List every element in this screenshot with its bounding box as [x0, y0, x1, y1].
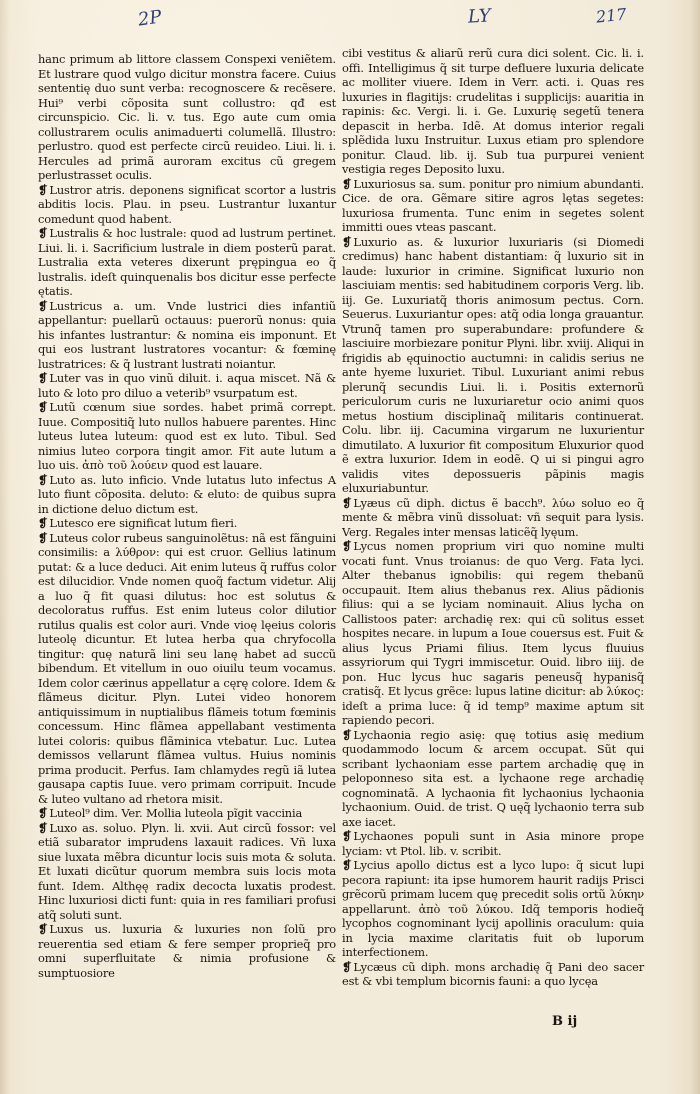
entry-text: Luto as. luto inficio. Vnde lutatus luto infectus A luto fiunt cõposita. deluto: & eluto: de quibus supra in dictione deluo dictum est.	[38, 472, 336, 516]
dictionary-entry	[342, 235, 644, 496]
folio-number: 217	[595, 4, 628, 27]
entry-text: cibi vestitus & aliarũ rerũ cura dici solent. Cic. li. i. offi. Intelligimus q̃ sit turpe defluere luxuria delicate ac molliter viuere. Idem in Verr. acti. i. Quas res luxuries in flagitijs: crudelitas i supplicijs: auaritia in rapinis: &c. Vergi. li. i. Ge. Luxurię segetũ tenera depascit in herba. Idẽ. At domus interior regali splẽdida luxu Instruitur. Luxus etiam pro splendore ponitur. Claud. lib. ij. Sub tua purpurei venient vestigia reges Deposito luxu.	[342, 46, 644, 176]
entry-text: Lycæus cũ diph. mons archadię q̃ Pani deo sacer est & vbi templum bicornis fauni: a quo lycęa	[342, 959, 644, 988]
entry-text: Lychaonia regio asię: quę totius asię medium quodammodo locum & arcem occupat. Sũt qui scribant lychaoniam esse partem archadię quę in peloponneso sita est. a lychaone rege archadię cognominatã. A lychaonia fit lychaonius lychaonia lychaonium. Ouid. de trist. Q uęq̃ lychaonio terra sub axe iacet.	[342, 727, 644, 829]
entry-text: Luxo as. soluo. Plyn. li. xvii. Aut circũ fossor: vel etiã subarator imprudens laxauit radices. Vñ luxa siue luxata mẽbra dicuntur locis suis mota & soluta. Et luxati dicũtur quorum membra suis locis mota funt. Idem. Althęę radix decocta luxatis prodest. Hinc luxuriosi dicti funt: quia in res familiari profusi atq̃ soluti sunt.	[38, 820, 336, 922]
pilcrow-icon: ❡	[38, 298, 48, 313]
right-text-column	[342, 46, 644, 989]
entry-text: Luxuriosus sa. sum. ponitur pro nimium abundanti. Cice. de ora. Gẽmare sitire agros lętas segetes: luxuriosa frumenta. Tunc enim in segetes solent immitti oues vteas pascant.	[342, 176, 644, 234]
dictionary-entry	[342, 177, 644, 235]
dictionary-entry	[342, 858, 644, 960]
pilcrow-icon: ❡	[38, 530, 48, 545]
dictionary-entry	[38, 473, 336, 517]
entry-text: Lyæus cũ diph. dictus ẽ bacch⁹. λύω soluo eo q̃ mente & mẽbra vinũ dissoluat: vñ sequit para lysis. Verg. Regales inter mensas laticẽq̃ lyęum.	[342, 495, 644, 539]
entry-text: hanc primum ab littore classem Conspexi veniẽtem. Et lustrare quod vulgo dicitur monstra facere. Cuius sententię duo sunt verba: recognoscere & recẽsere. Hui⁹ verbi cõposita sunt collustro: qđ est circunspicio. Cic. li. v. tus. Ego aute cum omia collustrarem oculis animaduerti columellã. Illustro: perlustro. quod est perfecte circũ reuideo. Liui. li. i. Hercules ad primã auroram excitus cũ gregem perlustrasset oculis.	[38, 52, 336, 182]
pilcrow-icon: ❡	[38, 516, 48, 530]
signature-mark: B ij	[552, 1014, 578, 1029]
entry-text: Luxurio as. & luxurior luxuriaris (si Diomedi credimus) hanc habent distantiam: q̃ luxurio sit in laude: luxurior in crimine. Significat luxurio non lasciuiam mentis: sed habitudinem corporis Verg. lib. iij. Ge. Luxuriatq̃ thoris animosum pectus. Corn. Seuerus. Luxuriantur opes: atq̃ odia longa grauantur. Vtrunq̃ tamen pro superabundare: profundere & lasciuire morbiezare ponitur Plyni. libr. xviij. Aliqui in frigidis ab ęquinoctio auctumni: in calidis serius ne ante hyeme luxuriet. Tibul. Luxuriant animi rebus plerunq̃ secundis Liui. li. i. Positis externorũ periculorum curis ne luxuriaretur ocio animi quos metus hostium disciplinaq̃ militaris continuerat. Colu. libr. iij. Cacumina virgarum ne luxurientur dimutilato. A luxurior fit compositum Eluxurior quod ẽ extra luxurior. Idem in eodẽ. Q ui si pingui agro validis vites depossueris pãpinis magis eluxuriabuntur.	[342, 234, 644, 495]
dictionary-entry	[38, 821, 336, 923]
dictionary-entry	[38, 806, 336, 821]
dictionary-entry	[342, 46, 644, 177]
dictionary-entry	[38, 226, 336, 299]
pilcrow-icon: ❡	[38, 226, 48, 240]
dictionary-entry	[38, 371, 336, 400]
pilcrow-icon: ❡	[38, 806, 48, 820]
pilcrow-icon: ❡	[38, 400, 48, 414]
pilcrow-icon: ❡	[38, 820, 48, 835]
folio-mark-right: LY	[467, 5, 492, 28]
pilcrow-icon: ❡	[38, 472, 48, 487]
pilcrow-icon: ❡	[342, 495, 352, 510]
dictionary-entry	[38, 183, 336, 227]
entry-text: Lustralis & hoc lustrale: quod ad lustrum pertinet. Liui. li. i. Sacrificium lustrale in diem posterũ parat. Lustralia exta veteres dixerunt prępingua eo q̃ lustralis. ideſt quinquenalis bos dicitur esse perfecte ętatis.	[38, 226, 336, 298]
dictionary-entry	[342, 728, 644, 830]
dictionary-entry	[38, 922, 336, 980]
pilcrow-icon: ❡	[342, 539, 352, 553]
pilcrow-icon: ❡	[38, 371, 48, 385]
pilcrow-icon: ❡	[342, 234, 352, 249]
dictionary-entry	[342, 539, 644, 728]
entry-text: Lutesco ere significat lutum fieri.	[49, 516, 238, 530]
entry-text: Luxus us. luxuria & luxuries non ſolũ pro reuerentia sed etiam & fere semper proprieq̃ pro omni superfluitate & nimia profusione & sumptuosiore	[38, 922, 336, 980]
dictionary-entry	[38, 299, 336, 372]
left-text-column	[38, 52, 336, 980]
pilcrow-icon: ❡	[342, 727, 352, 742]
entry-text: Luter vas in quo vinũ diluit. i. aqua miscet. Nã & luto & loto pro diluo a veterib⁹ vsurpatum est.	[38, 371, 336, 400]
dictionary-entry	[38, 531, 336, 807]
entry-text: Luteol⁹ dim. Ver. Mollia luteola pĩgit vaccinia	[49, 806, 303, 820]
pilcrow-icon: ❡	[342, 858, 352, 872]
folio-mark-left: 2P	[136, 6, 163, 31]
pilcrow-icon: ❡	[38, 922, 48, 936]
entry-text: Lustricus a. um. Vnde lustrici dies infantiũ appellantur: puellarũ octauus: puerorũ nonus: quia his infantes lustrantur: & nomina eis imponunt. Et qui eos lustrant lustratores vocantur: & fœminę lustratrices: & q̃ lustrant lustrati noiantur.	[38, 298, 336, 371]
entry-text: Lycius apollo dictus est a lyco lupo: q̃ sicut lupi pecora rapiunt: ita ipse humorem haurit radijs Prisci grẽcorũ primam lucem quę precedit solis ortũ λύκην appellarunt. ἀπὸ τοῦ λύκου. Idq̃ temporis hodieq̃ lycophos cognominant lycij apollinis oraculum: quia in lycia maxime claritatis fuit ob luporum interfectionem.	[342, 858, 644, 959]
pilcrow-icon: ❡	[342, 176, 352, 191]
entry-text: Lycus nomen proprium viri quo nomine multi vocati funt. Vnus troianus: de quo Verg. Fata lyci. Alter thebanus ignobilis: qui regem thebanũ occupauit. Item alius thebanus rex. Alius pãdionis filius: qui a se lyciam nominauit. Alius lycha on Callistoos pater: archadię rex: qui cũ solitus esset hospites necare. in lupum a Ioue couersus est. Fuit & alius lycus Priami filius. Item lycus fluuius assyriorum qui Tygri immiscetur. Ouid. libro iiij. de pon. Huc lycus huc sagaris peneusq̃ hypanisq̃ cratisq̃. Et lycus grẽce: lupus latine dicitur: ab λύκος: ideſt a prima luce: q̃ id temp⁹ maxime aptum sit rapiendo pecori.	[342, 539, 644, 727]
entry-text: Lychaones populi sunt in Asia minore prope lyciam: vt Ptol. lib. v. scribit.	[342, 829, 644, 858]
pilcrow-icon: ❡	[342, 829, 352, 843]
pilcrow-icon: ❡	[342, 959, 352, 974]
dictionary-entry	[342, 960, 644, 989]
entry-text: Lustror atris. deponens significat scortor a lustris abditis locis. Plau. in pseu. Lustrantur luxantur comedunt quod habent.	[38, 182, 336, 226]
entry-text: Lutũ cœnum siue sordes. habet primã corrept. Iuue. Compositiq̃ luto nullos habuere parentes. Hinc luteus lutea luteum: quod est ex luto. Tibul. Sed nimius luteo corpora tingit amor. Fit aute lutum a luo uis. ἀπὸ τοῦ λούειν quod est lauare.	[38, 400, 336, 472]
dictionary-entry	[38, 516, 336, 531]
dictionary-entry	[38, 52, 336, 183]
pilcrow-icon: ❡	[38, 182, 48, 197]
dictionary-entry	[342, 829, 644, 858]
entry-text: Luteus color rubeus sanguinolẽtus: nã est fãnguini consimilis: a λύθρον: qui est cruor. Gellius latinum putat: & a luce deduci. Ait enim luteus q̃ ruffus color est dilucidior. Vnde nomen quoq̃ factum videtur. Alij a luo q̃ fit quasi dilutus: hoc est solutus & decoloratus ruffus. Est enim luteus color dilutior rutilus qualis est color auri. Vnde vioę lęeius coloris luteolę dicuntur. Et lutea herba qua chryfocolla tingitur: quę naturã lini seu lanę habet ad succũ bibendum. Et vitellum in ouo oiuilu teum vocamus. Idem color cærinus appellatur a cęrę colore. Idem & flãmeus dicitur. Plyn. Lutei video honorem antiquissimum in nuptialibus flãmeis totum fœminis concessum. Hinc flãmea appellabant vestimenta lutei coloris: quibus flãminica vtebatur. Luc. Lutea demissos vellarunt flãmea vultus. Huius nominis prima producit. Perfus. Iam chlamydes regũ iã lutea gausapa captis Iuue. vero primam corripuit. Incude & luteo vultano ad rhetora misit.	[38, 530, 336, 806]
dictionary-entry	[38, 400, 336, 473]
dictionary-entry	[342, 496, 644, 540]
